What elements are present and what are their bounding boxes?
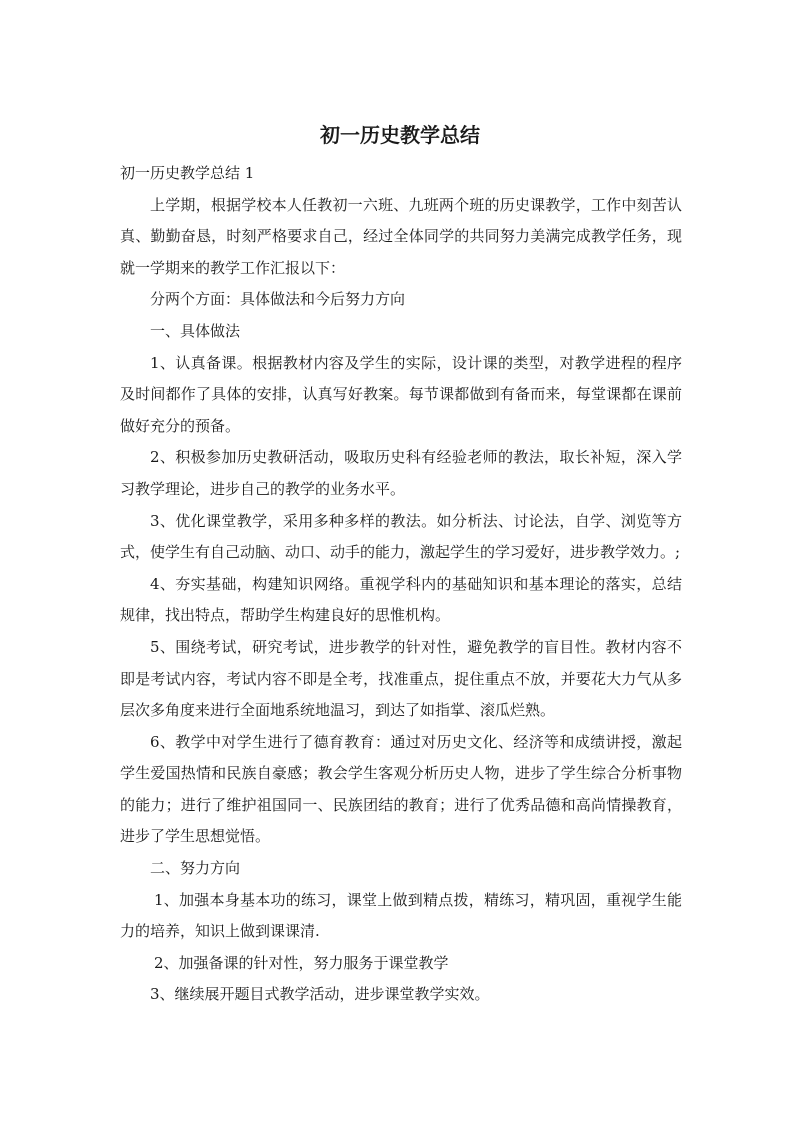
- document-body: [120, 158, 682, 1011]
- intro-paragraph: 上学期，根据学校本人任教初一六班、九班两个班的历史课教学，工作中刻苦认真、勤勤奋恳，时刻严格要求自己，经过全体同学的共同努力美满完成教学任务，现就一学期来的教学工作汇报以下：: [120, 195, 682, 277]
- item-paragraph: 2、加强备课的针对性，努力服务于课堂教学: [154, 953, 449, 972]
- item-paragraph: 1、加强本身基本功的练习，课堂上做到精点拨，精练习，精巩固，重视学生能力的培养，知识上做到课课清.: [120, 890, 682, 941]
- overview-paragraph: 分两个方面：具体做法和今后努力方向: [150, 290, 406, 309]
- item-paragraph: 1、认真备课。根据教材内容及学生的实际，设计课的类型，对教学进程的程序及时间都作了具体的安排，认真写好教案。每节课都做到有备而来，每堂课都在课前做好充分的预备。: [120, 353, 682, 435]
- item-paragraph: 3、继续展开题目式教学活动，进步课堂教学实效。: [150, 985, 490, 1004]
- item-paragraph: 6、教学中对学生进行了德育教育：通过对历史文化、经济等和成绩讲授，激起学生爱国热情和民族自豪感；教会学生客观分析历史人物，进步了学生综合分析事物的能力；进行了维护祖国同一、民族团结的教育；进行了优秀品德和高尚情操教育，进步了学生思想觉悟。: [120, 732, 682, 846]
- item-paragraph: 4、夯实基础，构建知识网络。重视学科内的基础知识和基本理论的落实，总结规律，找出特点，帮助学生构建良好的思惟机构。: [120, 574, 682, 625]
- part-one-heading: 一、具体做法: [150, 321, 241, 340]
- item-paragraph: 3、优化课堂教学，采用多种多样的教法。如分析法、讨论法，自学、浏览等方式，使学生有自己动脑、动口、动手的能力，激起学生的学习爱好，进步教学效力。;: [120, 511, 682, 562]
- item-paragraph: 5、围绕考试，研究考试，进步教学的针对性，避免教学的盲目性。教材内容不即是考试内容，考试内容不即是全考，找准重点，捉住重点不放，并要花大力气从多层次多角度来进行全面地系统地温习，到达了如指掌、滚瓜烂熟。: [120, 637, 682, 720]
- part-two-heading: 二、努力方向: [150, 859, 241, 878]
- document-title: 初一历史教学总结: [320, 123, 480, 147]
- item-paragraph: 2、积极参加历史教研活动，吸取历史科有经验老师的教法，取长补短，深入学习教学理论，进步自己的教学的业务水平。: [120, 448, 682, 498]
- section-heading: 初一历史教学总结 1: [120, 164, 255, 182]
